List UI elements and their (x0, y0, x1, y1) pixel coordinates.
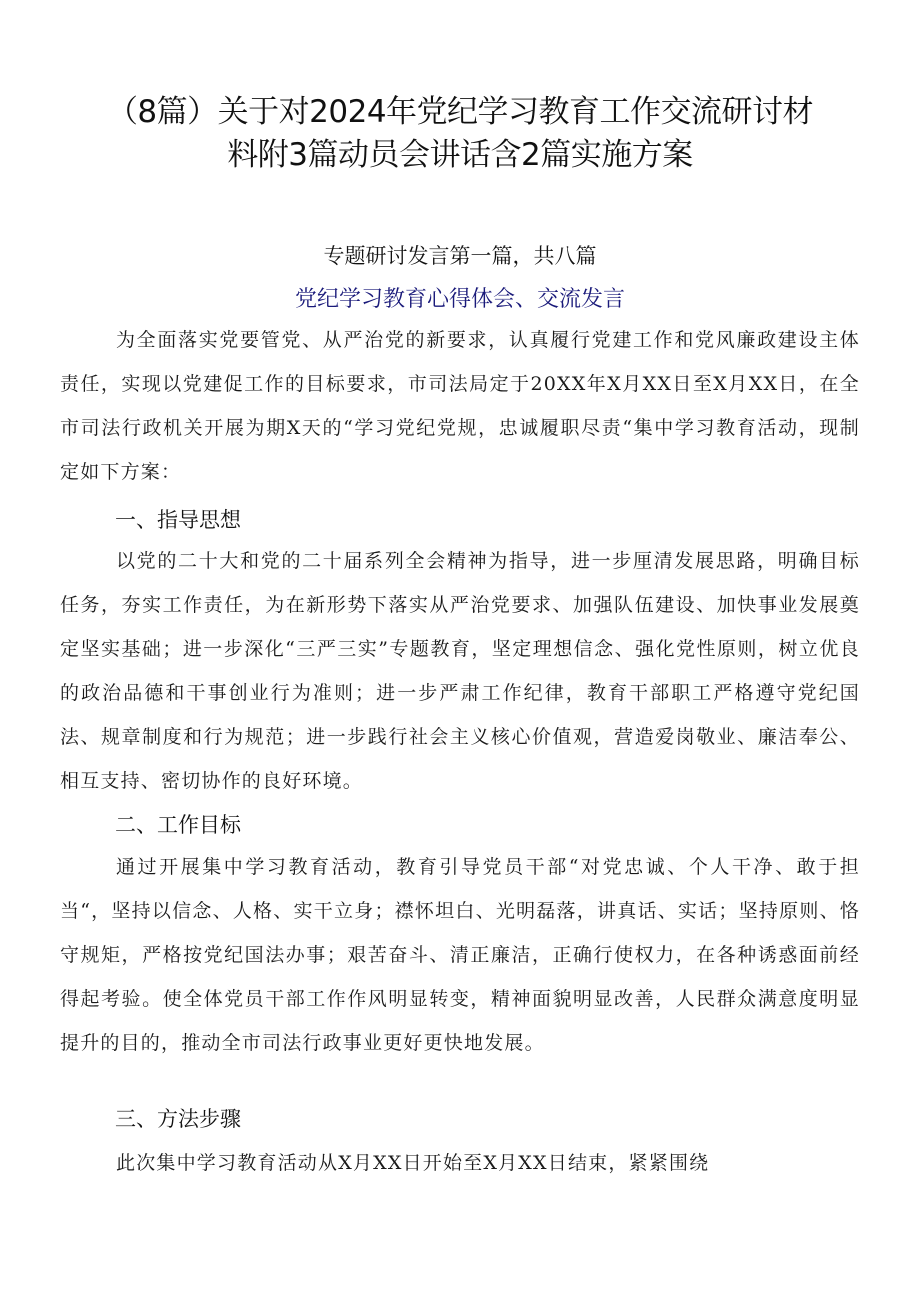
paragraph-methods-steps: 此次集中学习教育活动从X月XX日开始至X月XX日结束，紧紧围绕 (116, 1152, 710, 1174)
heading-work-goals: 二、工作目标 (115, 813, 241, 837)
heading-guiding-ideology: 一、指导思想 (115, 508, 241, 532)
document-subtitle: 专题研讨发言第一篇，共八篇 (323, 244, 597, 268)
document-title-line-1: （8篇）关于对2024年党纪学习教育工作交流研讨材 (106, 94, 814, 130)
paragraph-work-goals: 通过开展集中学习教育活动，教育引导党员干部“对党忠诚、个人干净、敢于担当“，坚持以信念、人格、实干立身；襟怀坦白、光明磊落，讲真话、实话；坚持原则、恪守规矩，严格按党纪国法办事；艰苦奋斗、清正廉洁，正确行使权力，在各种诱惑面前经得起考验。使全体党员干部工作作风明显转变，精神面貌明显改善，人民群众满意度明显提升的目的，推动全市司法行政事业更好更快地发展。 (60, 856, 860, 1054)
section-title: 党纪学习教育心得体会、交流发言 (294, 287, 625, 312)
heading-methods-steps: 三、方法步骤 (115, 1107, 241, 1131)
document-title-line-2: 料附3篇动员会讲话含2篇实施方案 (227, 137, 693, 173)
paragraph-guiding-ideology: 以党的二十大和党的二十届系列全会精神为指导，进一步厘清发展思路，明确目标任务，夯实工作责任，为在新形势下落实从严治党要求、加强队伍建设、加快事业发展奠定坚实基础；进一步深化“三严三实”专题教育，坚定理想信念、强化党性原则，树立优良的政治品德和干事创业行为准则；进一步严肃工作纪律，教育干部职工严格遵守党纪国法、规章制度和行为规范；进一步践行社会主义核心价值观，营造爱岗敬业、廉洁奉公、相互支持、密切协作的良好环境。 (60, 550, 860, 792)
intro-paragraph: 为全面落实党要管党、从严治党的新要求，认真履行党建工作和党风廉政建设主体责任，实现以党建促工作的目标要求，市司法局定于20XX年X月XX日至X月XX日，在全市司法行政机关开展为期X天的“学习党纪党规，忠诚履职尽责“集中学习教育活动，现制定如下方案： (60, 329, 860, 483)
